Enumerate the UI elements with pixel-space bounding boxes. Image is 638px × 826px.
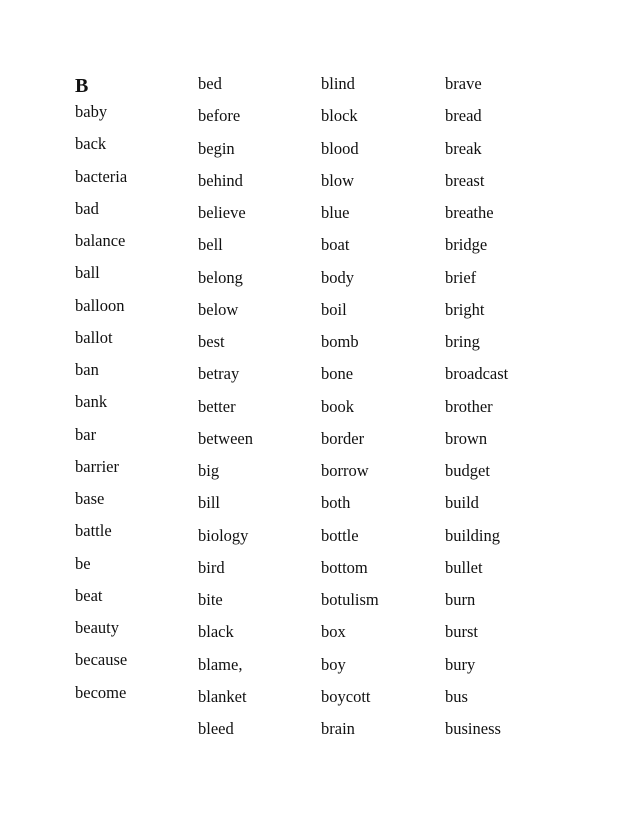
list-item: bite xyxy=(198,590,223,609)
list-item: business xyxy=(445,719,501,738)
list-item: be xyxy=(75,553,91,573)
list-item: bullet xyxy=(445,557,483,577)
list-item: boycott xyxy=(321,686,371,706)
list-item: bridge xyxy=(445,235,488,255)
list-item: better xyxy=(198,396,236,416)
list-item: bad xyxy=(75,198,99,218)
list-item: brief xyxy=(445,267,477,287)
list-item: blue xyxy=(321,203,350,222)
list-item: balance xyxy=(75,231,126,250)
list-item: best xyxy=(198,332,225,351)
list-item: ballot xyxy=(75,327,113,347)
list-item: boy xyxy=(321,654,346,674)
list-item: bird xyxy=(198,557,225,577)
list-item: broadcast xyxy=(445,364,509,384)
list-item: belong xyxy=(198,267,243,287)
list-item: both xyxy=(321,493,351,513)
list-item: baby xyxy=(75,102,108,121)
list-item: blanket xyxy=(198,686,247,706)
list-item: bank xyxy=(75,392,108,412)
list-item: biology xyxy=(198,525,249,545)
list-item: bright xyxy=(445,299,485,319)
list-item: bomb xyxy=(321,332,359,351)
list-item: budget xyxy=(445,461,490,480)
list-item: boil xyxy=(321,299,347,319)
list-item: boat xyxy=(321,235,350,255)
list-item: bell xyxy=(198,235,223,255)
list-item: balloon xyxy=(75,295,125,315)
list-item: body xyxy=(321,267,354,287)
list-item: border xyxy=(321,428,365,448)
list-item: barrier xyxy=(75,456,119,476)
list-item: box xyxy=(321,622,346,642)
list-item: bleed xyxy=(198,719,234,738)
list-item: back xyxy=(75,134,107,154)
list-item: bottom xyxy=(321,557,368,577)
list-item: building xyxy=(445,525,501,545)
list-item: base xyxy=(75,489,105,508)
list-item: build xyxy=(445,493,479,513)
list-item: burst xyxy=(445,622,478,642)
list-item: bacteria xyxy=(75,166,128,186)
list-item: bring xyxy=(445,332,480,351)
list-item: before xyxy=(198,106,241,126)
list-item: brown xyxy=(445,428,488,448)
list-item: black xyxy=(198,622,234,642)
list-item: blood xyxy=(321,138,359,158)
list-item: behind xyxy=(198,170,243,190)
list-item: blind xyxy=(321,74,355,93)
list-item: breast xyxy=(445,170,485,190)
list-item: beat xyxy=(75,585,103,605)
list-item: book xyxy=(321,396,354,416)
list-item: below xyxy=(198,299,239,319)
list-item: begin xyxy=(198,138,235,158)
list-item: bar xyxy=(75,424,97,444)
list-item: between xyxy=(198,428,253,448)
list-item: bury xyxy=(445,654,476,674)
list-item: bread xyxy=(445,106,482,126)
list-item: blame, xyxy=(198,654,243,674)
list-item: believe xyxy=(198,203,246,222)
letter-heading: B xyxy=(75,75,89,97)
list-item: bill xyxy=(198,493,221,513)
list-item: brave xyxy=(445,74,482,93)
list-item: betray xyxy=(198,364,240,384)
list-item: brother xyxy=(445,396,493,416)
list-item: beauty xyxy=(75,618,119,637)
list-item: because xyxy=(75,650,128,670)
list-item: burn xyxy=(445,590,476,609)
list-item: battle xyxy=(75,521,112,541)
list-item: ball xyxy=(75,263,100,283)
list-item: become xyxy=(75,682,127,702)
list-item: botulism xyxy=(321,590,379,609)
list-item: bottle xyxy=(321,525,359,545)
list-item: bed xyxy=(198,74,222,93)
list-item: breathe xyxy=(445,203,494,222)
list-item: borrow xyxy=(321,461,369,480)
list-item: block xyxy=(321,106,358,126)
list-item: bone xyxy=(321,364,354,384)
list-item: bus xyxy=(445,686,468,706)
list-item: break xyxy=(445,138,482,158)
list-item: ban xyxy=(75,360,99,379)
list-item: brain xyxy=(321,719,355,738)
list-item: big xyxy=(198,461,220,480)
list-item: blow xyxy=(321,170,354,190)
